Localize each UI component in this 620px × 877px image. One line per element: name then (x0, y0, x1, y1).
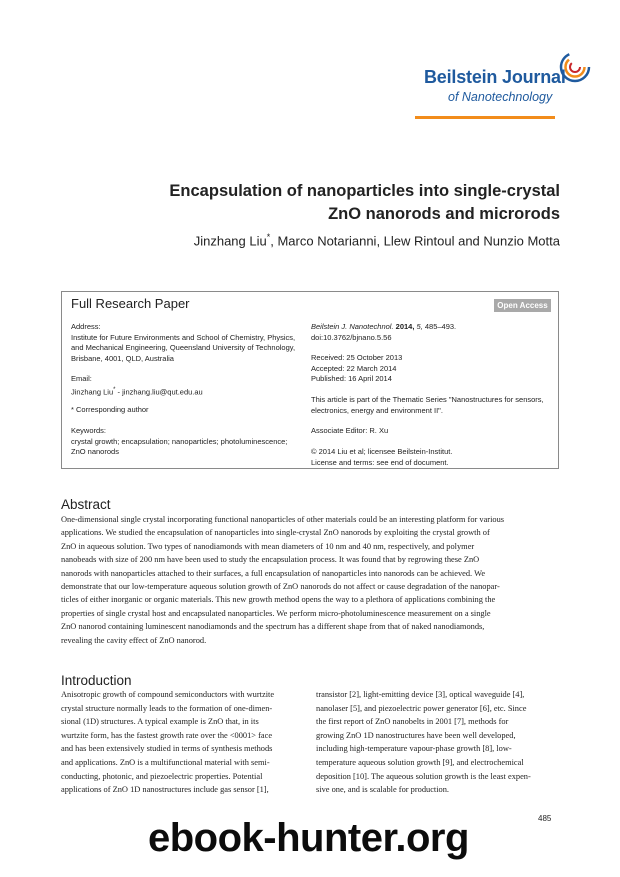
journal-header-rule (415, 116, 555, 119)
citation-volume: 5, (414, 322, 423, 331)
abstract-line: ZnO nanorod containing luminescent nanodiamonds and the spectrum has a different shape from that of naked nanodiamonds, (61, 622, 485, 632)
article-authors (140, 232, 560, 248)
thematic-line: This article is part of the Thematic Series "Nanostructures for sensors, (311, 395, 544, 404)
intro-line: crystal structure normally leads to the formation of one-dimen- (61, 703, 273, 713)
intro-line: sional (1D) structures. A typical example is ZnO that, in its (61, 717, 259, 727)
intro-line: nanolaser [5], and piezoelectric power generator [6], etc. Since (316, 703, 527, 713)
address-line: Brisbane, 4001, QLD, Australia (71, 353, 174, 363)
abstract-line: ticles of either inorganic or organic materials. This new growth method opens the way to a plethora of applications combining the (61, 595, 496, 605)
citation-line (311, 322, 549, 333)
address-block (71, 322, 301, 364)
citation-block (311, 322, 549, 343)
corresponding-author-link[interactable]: Jinzhang Liu (193, 233, 267, 249)
intro-line: conducting, photonic, and piezoelectric properties. Potential (61, 771, 263, 781)
dates-block (311, 353, 549, 385)
keywords-line: ZnO nanorods (71, 447, 119, 456)
keywords-line: crystal growth; encapsulation; nanoparticles; photoluminescence; (71, 436, 288, 446)
email-label: Email: (71, 374, 92, 383)
introduction-column-left (61, 688, 303, 797)
abstract-line: applications. We studied the encapsulation of nanoparticles into single-crystal ZnO nanorods by exploiting the crystal growth of (61, 528, 490, 538)
article-title-line-2: ZnO nanorods and microrods (328, 205, 560, 223)
email-address-link[interactable]: - jinzhang.liu@qut.edu.au (115, 387, 203, 396)
intro-line: and has been extensively studied in terms of synthesis methods (61, 744, 273, 754)
thematic-line: electronics, energy and environment II". (311, 405, 443, 415)
citation-year: 2014, (393, 322, 415, 331)
intro-line: sive one, and is scalable for production. (316, 785, 450, 795)
journal-name: Beilstein Journal (424, 67, 566, 87)
intro-line: including high-temperature vapour-phase growth [8], low- (316, 744, 512, 754)
abstract-line: revealing the cavity effect of ZnO nanorod. (61, 635, 207, 645)
address-line: Institute for Future Environments and School of Chemistry, Physics, (71, 332, 296, 342)
address-line: and Mechanical Engineering, Queensland University of Technology, (71, 343, 296, 352)
email-author-name: Jinzhang Liu (71, 387, 114, 396)
copyright-line: © 2014 Liu et al; licensee Beilstein-Institut. (311, 447, 453, 456)
abstract-heading: Abstract (61, 497, 111, 512)
keywords-block (71, 426, 301, 458)
intro-line: temperature aqueous solution growth [9], and electrochemical (316, 757, 524, 767)
journal-subtitle: of Nanotechnology (448, 90, 553, 104)
intro-line: applications of ZnO 1D nanostructures include gas sensor [1], (61, 785, 269, 795)
email-block (71, 374, 301, 398)
page-number: 485 (538, 814, 552, 823)
abstract-line: One-dimensional single crystal incorporating functional nanoparticles of other materials could be an interesting platform for various (61, 515, 505, 524)
copyright-block (311, 447, 549, 468)
doi-link[interactable]: doi:10.3762/bjnano.5.56 (311, 332, 392, 342)
intro-line: wurtzite form, has the fastest growth rate over the <0001> face (61, 730, 273, 740)
address-label: Address: (71, 322, 101, 331)
license-link[interactable]: License and terms: see end of document. (311, 457, 449, 467)
abstract-line: properties of single crystal host and encapsulated nanoparticles. We perform micro-photoluminescence measurement on a single (61, 608, 491, 618)
journal-logo-icon (558, 50, 592, 84)
co-authors: , Marco Notarianni, Llew Rintoul and Nunzio Motta (270, 233, 560, 249)
thematic-series-note (311, 395, 549, 416)
article-title (120, 180, 560, 226)
intro-line: growing ZnO 1D nanostructures have been well developed, (316, 730, 516, 740)
keywords-label: Keywords: (71, 426, 107, 435)
abstract-body (61, 513, 559, 647)
intro-line: Anisotropic growth of compound semiconductors with wurtzite (61, 690, 275, 699)
email-author-mark: * (113, 386, 116, 393)
intro-line: transistor [2], light-emitting device [3], optical waveguide [4], (316, 690, 525, 699)
associate-editor: Associate Editor: R. Xu (311, 426, 389, 435)
received-date: Received: 25 October 2013 (311, 353, 403, 362)
open-access-badge[interactable]: Open Access (494, 299, 551, 312)
corresponding-author-mark: * (266, 232, 271, 242)
accepted-date: Accepted: 22 March 2014 (311, 363, 397, 373)
intro-line: and applications. ZnO is a multifunctional material with semi- (61, 757, 270, 767)
corresponding-author-note: * Corresponding author (71, 405, 149, 414)
introduction-column-right (316, 688, 559, 797)
article-title-line-1: Encapsulation of nanoparticles into single-crystal (169, 182, 560, 200)
paper-type-label: Full Research Paper (71, 296, 190, 311)
abstract-line: demonstrate that our low-temperature aqueous solution growth of ZnO nanorods do not affect or cause degradation of the nanopar- (61, 582, 500, 592)
abstract-line: nanorods with nanoparticles attached to their surfaces, a full encapsulation of nanoparticles into nanorods can be achieved. We (61, 568, 486, 578)
introduction-heading: Introduction (61, 673, 132, 688)
watermark: ebook-hunter.org (148, 816, 469, 860)
intro-line: deposition [10]. The aqueous solution growth is the least expen- (316, 771, 531, 781)
abstract-line: nanobeads with size of 200 nm have been used to study the encapsulation process. It was found that by regrowing these ZnO (61, 555, 480, 565)
email-line (71, 385, 301, 398)
citation-pages: 485–493. (422, 322, 457, 331)
intro-line: the first report of ZnO nanobelts in 2001 [7], methods for (316, 717, 509, 727)
citation-journal: Beilstein J. Nanotechnol. (311, 322, 394, 331)
abstract-line: ZnO in aqueous solution. Two types of nanodiamonds with mean diameters of 10 nm and 40 nm, respectively, and polymer (61, 541, 475, 551)
published-date: Published: 16 April 2014 (311, 374, 392, 383)
